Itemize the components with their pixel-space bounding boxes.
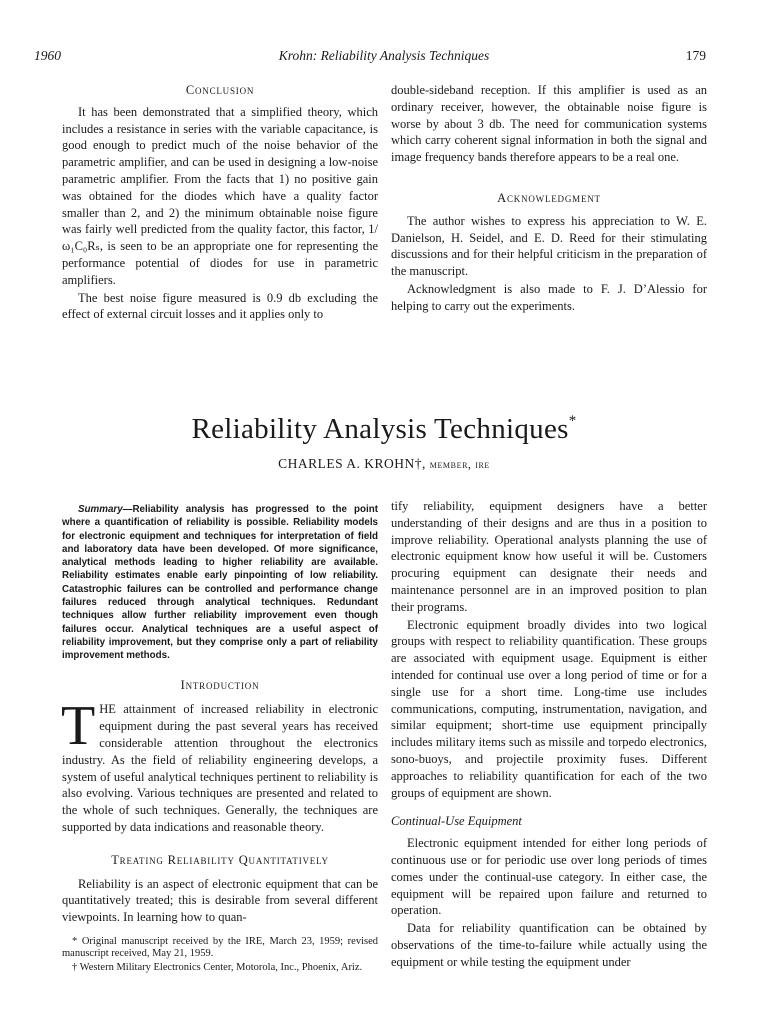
right-column bbox=[391, 498, 707, 971]
body-paragraph: Electronic equipment broadly divides into two logical groups with respect to reliability quantification. These groups are associated with equipment usage. Equipment is either intended for continual use over a long period of time or for a single use for a short time. Long-time use includes communications, computing, instrumentation, navigation, and similar equipment; short-time use equipment principally includes military items such as missile and torpedo electronics, sono-buoys, and projectile proximity fuses. Different approaches to reliability quantification for each of the two groups of equipment are shown. bbox=[391, 617, 707, 800]
page-number: 179 bbox=[685, 48, 706, 63]
summary-text: —Reliability analysis has progressed to the point where a quantification of reliability is possible. Reliability models for electronic equipment and techniques for interpretation of field and laboratory data have been developed. Of more significance, analytical methods leading to higher reliability are available. Reliability estimates enable early pinpointing of low reliability. Catastrophic failures can be controlled and performance change failures reduced through analytical techniques. Redundant techniques allow further reliability improvement even though failures occur. Analytical techniques are a useful aspect of reliability improvement, but they comprise only a part of reliability improvement methods. bbox=[62, 504, 378, 662]
author-membership: member, ire bbox=[429, 457, 490, 471]
left-column bbox=[62, 503, 378, 974]
treating-heading: Treating Reliability Quantitatively bbox=[111, 852, 329, 867]
treating-paragraph: Reliability is an aspect of electronic equipment that can be quantitatively treated; this is desirable from several different viewpoints. In learning how to quan- bbox=[62, 876, 378, 925]
introduction-text: HE attainment of increased reliability in electronic equipment during the past several years has received considerable attention throughout the electronics industry. As the field of reliability engineering develops, a system of useful analytical techniques pertinent to reliability is also evolving. Various techniques are presented and related to the whole of such techniques. Generally, the techniques are supported by data indications and reasonable theory. bbox=[62, 702, 378, 834]
conclusion-paragraph: The best noise figure measured is 0.9 db excluding the effect of external circuit losses and it applies only to bbox=[62, 290, 378, 322]
acknowledgment-heading: Acknowledgment bbox=[497, 190, 601, 205]
footnote: * Original manuscript received by the IRE, March 23, 1959; revised manuscript received, May 21, 1959. bbox=[62, 935, 378, 960]
running-title: Krohn: Reliability Analysis Techniques bbox=[278, 48, 490, 63]
body-paragraph: tify reliability, equipment designers have a better understanding of their designs and are thus in a position to improve reliability. Operational analysts planning the use of electronic equipment know how useful it will be. Customers procuring equipment can designate their needs and maintenance personnel are in an improved position to plan their programs. bbox=[391, 499, 707, 614]
header-year: 1960 bbox=[34, 48, 61, 63]
conclusion-paragraph: It has been demonstrated that a simplified theory, which includes a resistance in series with the variable capacitance, is good enough to predict much of the noise behavior of the parametric amplifier, and can be used in designing a low-noise parametric amplifier. From the facts that 1) no positive gain was obtained for the diodes which have a quality factor smaller than 2, and 2) the minimum obtainable noise figure was fairly well predicted from the quality factor, this factor, 1/ω₁C₀Rₛ, is seen to be an appropriate one for representing the performance potential of diodes for use in parametric amplifiers. bbox=[62, 104, 378, 287]
conclusion-continued-paragraph: double-sideband reception. If this amplifier is used as an ordinary receiver, however, the obtainable noise figure is worse by about 3 db. The need for communication systems which carry coherent signal information in both the signal and image frequency bands therefore appears to be a real one. bbox=[391, 83, 707, 165]
conclusion-continued bbox=[391, 82, 707, 315]
article-title bbox=[0, 413, 768, 446]
introduction-heading: Introduction bbox=[180, 677, 260, 692]
footnotes bbox=[62, 936, 378, 974]
article-title-text: Reliability Analysis Techniques bbox=[191, 413, 569, 445]
body-paragraph: Electronic equipment intended for either long periods of continuous use or for periodic use over long periods of times comes under the continual-use category. In either case, the equipment will be repaired upon failure and returned to operation. bbox=[391, 836, 707, 918]
summary-label: Summary bbox=[78, 504, 123, 515]
introduction-paragraph bbox=[61, 695, 378, 835]
drop-cap: T bbox=[61, 695, 96, 758]
author-line bbox=[0, 456, 768, 472]
acknowledgment-paragraph: The author wishes to express his appreciation to W. E. Danielson, H. Seidel, and E. D. Reed for their stimulating discussions and for their helpful criticism in the preparation of the manuscript. bbox=[391, 213, 707, 279]
body-paragraph: Data for reliability quantification can be obtained by observations of the time-to-failure while actually using the equipment or while testing the equipment under bbox=[391, 921, 707, 969]
acknowledgment-paragraph: Acknowledgment is also made to F. J. D’Alessio for helping to carry out the experiments. bbox=[391, 281, 707, 313]
conclusion-section bbox=[62, 82, 378, 323]
author-name: CHARLES A. KROHN†, bbox=[278, 456, 426, 471]
footnote: † Western Military Electronics Center, Motorola, Inc., Phoenix, Ariz. bbox=[72, 961, 363, 973]
continual-use-subheading: Continual-Use Equipment bbox=[391, 814, 522, 829]
summary-abstract bbox=[62, 503, 378, 663]
title-footnote-mark: * bbox=[568, 413, 577, 429]
conclusion-heading: Conclusion bbox=[185, 83, 255, 97]
